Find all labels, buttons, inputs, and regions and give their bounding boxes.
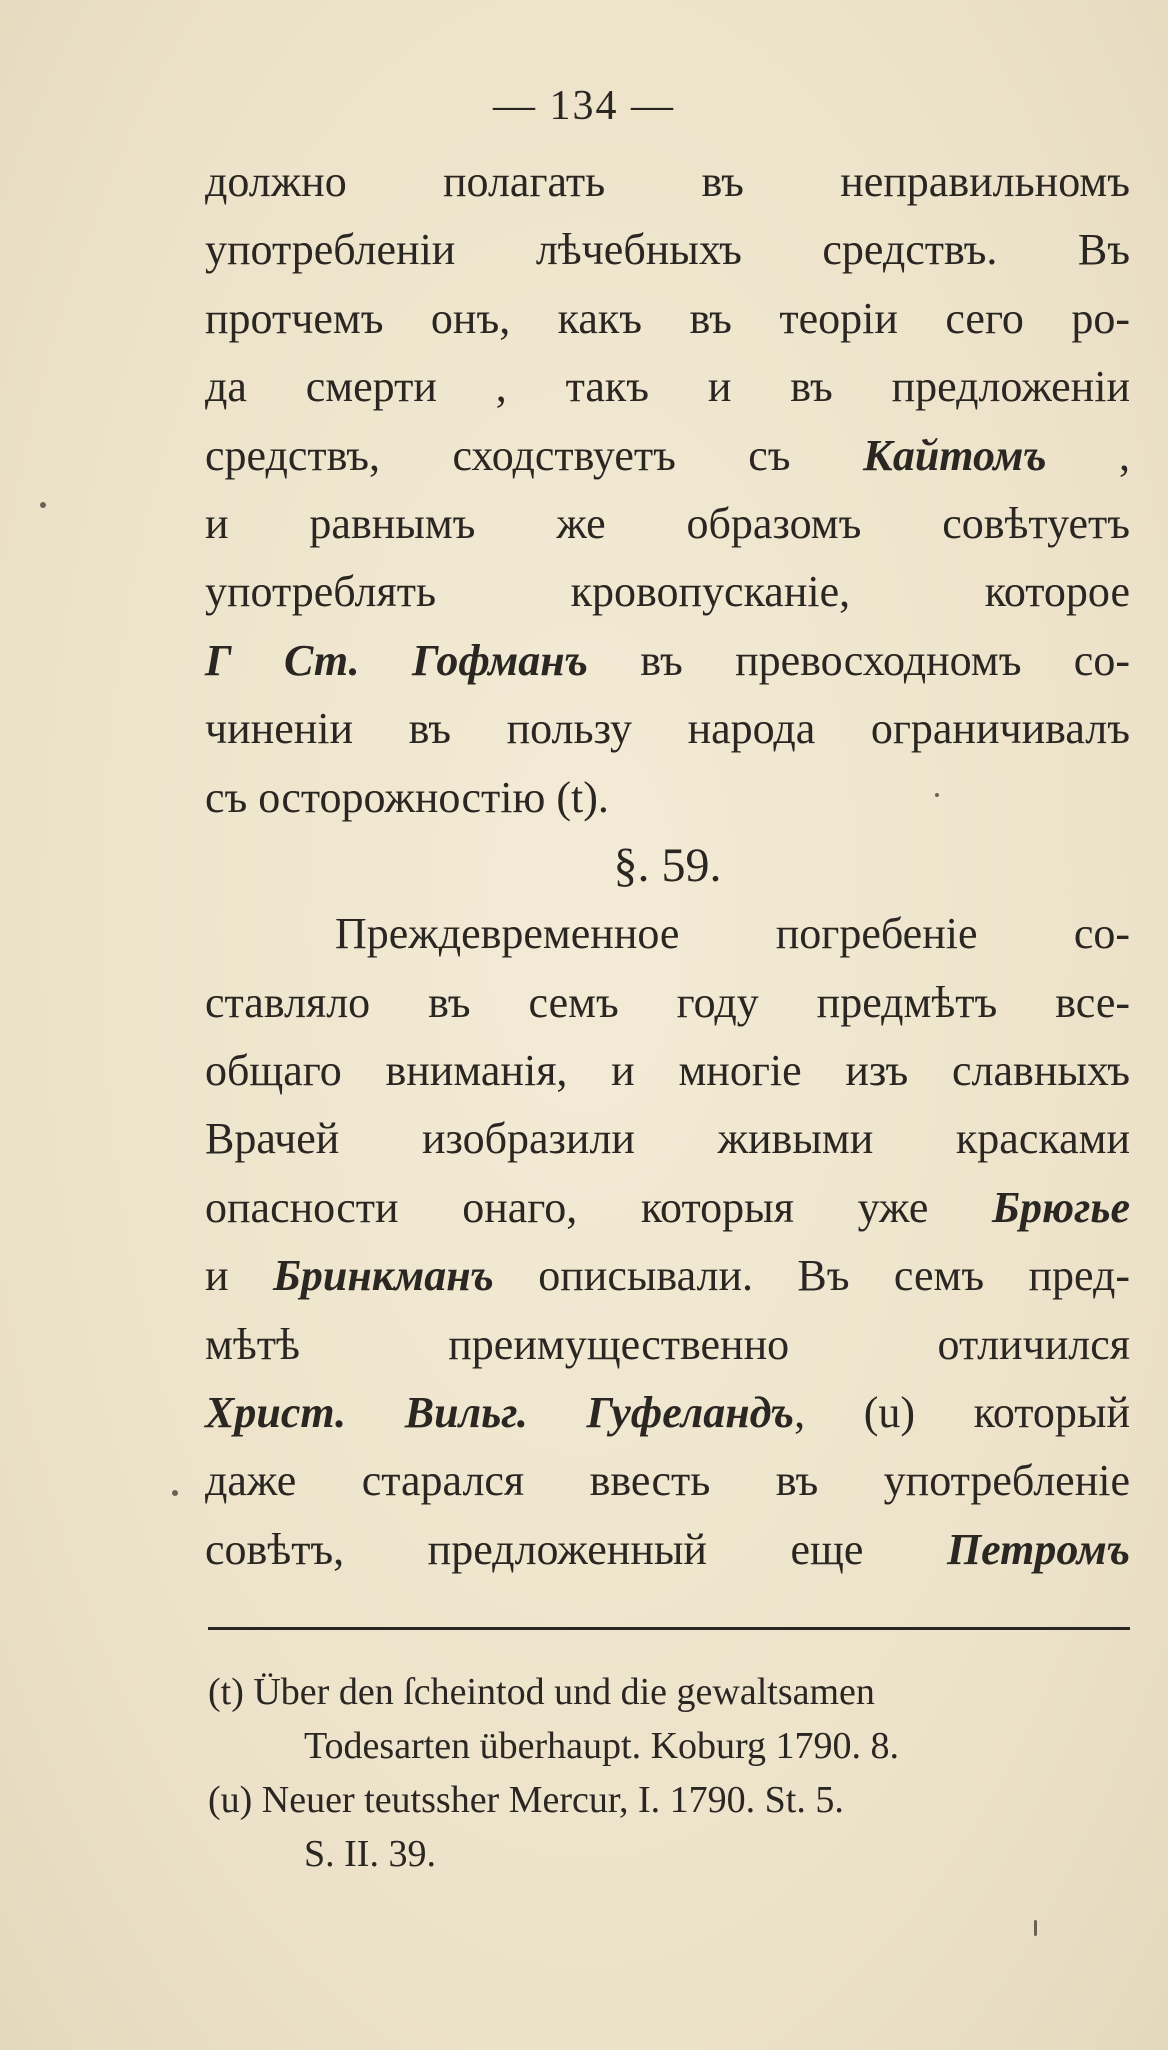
text-line: протчемъ онъ, какъ въ теоріи сего ро-	[205, 293, 1130, 343]
paper-speck	[172, 1490, 178, 1496]
text-line: должно полагать въ неправильномъ	[205, 157, 1130, 206]
italic-name: Петромъ	[946, 1524, 1130, 1574]
text-line: и равнымъ же образомъ совѣтуетъ	[205, 498, 1130, 548]
text-line	[205, 627, 1130, 695]
text-segment: средствъ, сходствуетъ съ	[205, 430, 791, 480]
text-line: ставляло въ семъ году предмѣтъ все-	[205, 977, 1130, 1027]
italic-name: Г Ст. Гофманъ	[205, 635, 588, 685]
section-heading: §. 59.	[613, 838, 722, 892]
page-number: — 134 —	[493, 83, 675, 129]
text-line	[205, 1516, 1130, 1584]
paper-speck	[935, 793, 939, 797]
footnotes	[208, 1665, 1130, 1881]
italic-name: Христ. Вильг. Гуфеландъ	[205, 1388, 795, 1438]
paper-speck	[1034, 1920, 1037, 1936]
body-text	[205, 148, 1130, 1584]
italic-name: Бринкманъ	[272, 1251, 494, 1301]
text-segment: въ превосходномъ со-	[640, 635, 1130, 685]
text-segment: совѣтъ, предложенный еще	[205, 1524, 864, 1574]
text-line: даже старался ввесть въ употребленіе	[205, 1456, 1130, 1506]
text-line	[205, 1242, 1130, 1310]
footnote-u-continued: S. II. 39.	[304, 1833, 436, 1875]
footnote-t: (t) Über den ſcheintod und die gewaltsamen	[208, 1671, 875, 1713]
text-segment: ,	[1119, 430, 1131, 480]
text-line: съ осторожностію (t).	[205, 772, 609, 822]
italic-name: Кайтомъ	[862, 430, 1047, 480]
text-line: Преждевременное погребеніе со-	[335, 909, 1130, 959]
text-line	[205, 1379, 1130, 1447]
text-line: употребленіи лѣчебныхъ средствъ. Въ	[205, 225, 1130, 275]
paper-speck	[40, 502, 46, 508]
text-segment: описывали. Въ семъ пред-	[538, 1251, 1131, 1301]
text-segment: , (u) который	[794, 1388, 1130, 1438]
text-line: употреблять кровопусканіе, которое	[205, 567, 1130, 617]
text-segment: и	[205, 1251, 229, 1301]
text-line: Врачей изобразили живыми красками	[205, 1114, 1130, 1164]
text-line: общаго вниманія, и многіе изъ славныхъ	[205, 1046, 1130, 1096]
footnote-t-continued: Todesarten überhaupt. Koburg 1790. 8.	[304, 1725, 900, 1767]
italic-name: Брюгье	[992, 1182, 1130, 1232]
text-line: чиненіи въ пользу народа ограничивалъ	[205, 704, 1130, 754]
text-line	[205, 422, 1130, 490]
text-segment: опасности онаго, которыя уже	[205, 1182, 929, 1232]
text-line: мѣтѣ преимущественно отличился	[205, 1319, 1130, 1369]
footnote-divider	[208, 1627, 1130, 1630]
text-line	[205, 1174, 1130, 1242]
text-line: да смерти , такъ и въ предложеніи	[205, 362, 1130, 412]
footnote-u: (u) Neuer teutssher Mercur, I. 1790. St. 5.	[208, 1779, 844, 1821]
